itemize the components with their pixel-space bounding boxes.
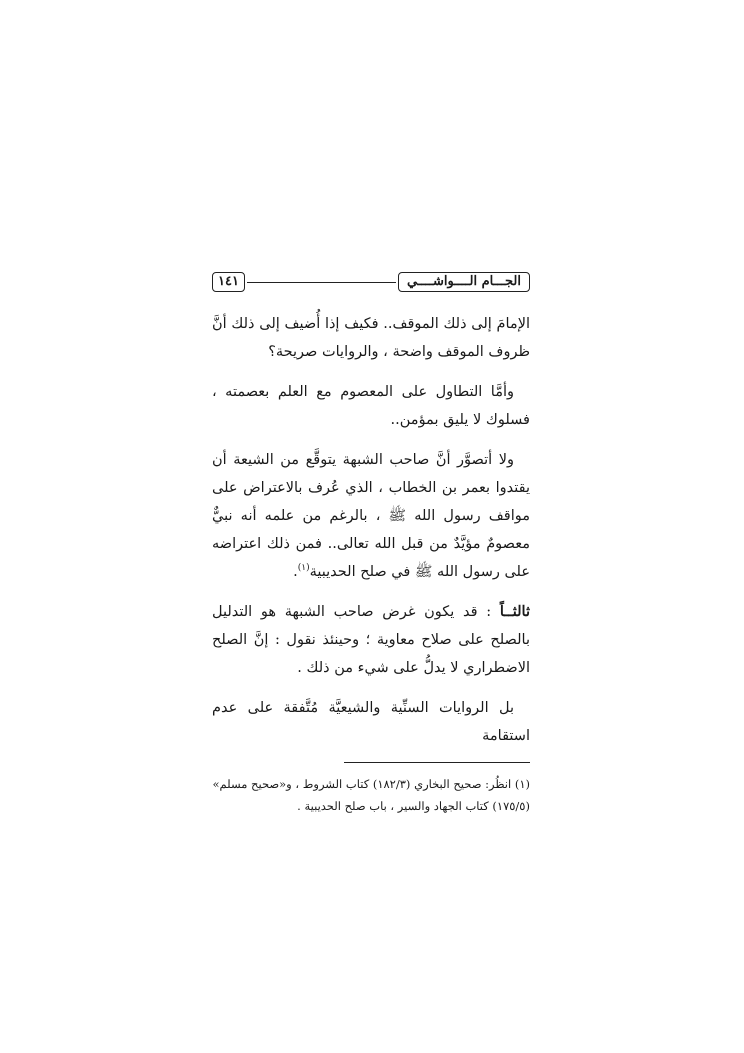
paragraph-text: وأمَّا التطاول على المعصوم مع العلم بعصمته ، فسلوك لا يليق بمؤمن.. bbox=[212, 384, 530, 428]
paragraph-text: ولا أتصوَّر أنَّ صاحب الشبهة يتوقَّع من الشيعة أن يقتدوا بعمر بن الخطاب ، الذي عُرف بالاعتراض على مواقف رسول الله ﷺ ، بالرغم من علمه أنه نبيٌّ معصومٌ مؤيَّدٌ من قبل الله تعالى.. فمن ذلك اعتراضه على رسول الله ﷺ في صلح الحديبية bbox=[212, 452, 530, 580]
body-text bbox=[212, 310, 530, 750]
page-number: ١٤١ bbox=[212, 272, 245, 292]
footnote-reference[interactable]: (١) bbox=[297, 563, 310, 574]
paragraph-4 bbox=[212, 598, 530, 682]
paragraph-3: ولا أتصوَّر أنَّ صاحب الشبهة يتوقَّع من الشيعة أن يقتدوا بعمر بن الخطاب ، الذي عُرف بالاعتراض على مواقف رسول الله ﷺ ، بالرغم من علمه أنه نبيٌّ معصومٌ مؤيَّدٌ من قبل الله تعالى.. فمن ذلك اعتراضه على رسول الله ﷺ في صلح الحديبية$^{(١)}$. bbox=[212, 452, 530, 580]
header-rule bbox=[247, 282, 396, 283]
footnote: (١) انظُر: صحيح البخاري (١٨٢/٣) كتاب الشروط ، و«صحيح مسلم» (١٧٥/٥) كتاب الجهاد والسير ، باب صلح الحديبية . bbox=[212, 777, 530, 813]
paragraph-2 bbox=[212, 378, 530, 434]
paragraph-text: الإمامَ إلى ذلك الموقف.. فكيف إذا أُضيف إلى ذلك أنَّ ظروف الموقف واضحة ، والروايات صريحة؟ bbox=[212, 316, 530, 360]
paragraph-text: : قد يكون غرض صاحب الشبهة هو التدليل بالصلح على صلاح معاوية ؛ وحينئذ نقول : إنَّ الصلح الاضطراري لا يدلُّ على شيء من ذلك . bbox=[212, 604, 530, 676]
paragraph-text: بل الروايات السنِّية والشيعيَّة مُتَّفقة على عدم استقامة bbox=[212, 700, 530, 744]
paragraph-1 bbox=[212, 310, 530, 366]
running-header bbox=[212, 270, 530, 294]
section-lead: ثالثــاً bbox=[499, 603, 530, 620]
footnote-separator bbox=[344, 762, 530, 763]
header-title: الجـــام الــــواشــــي bbox=[398, 272, 530, 292]
book-page bbox=[212, 270, 530, 817]
paragraph-5 bbox=[212, 694, 530, 750]
